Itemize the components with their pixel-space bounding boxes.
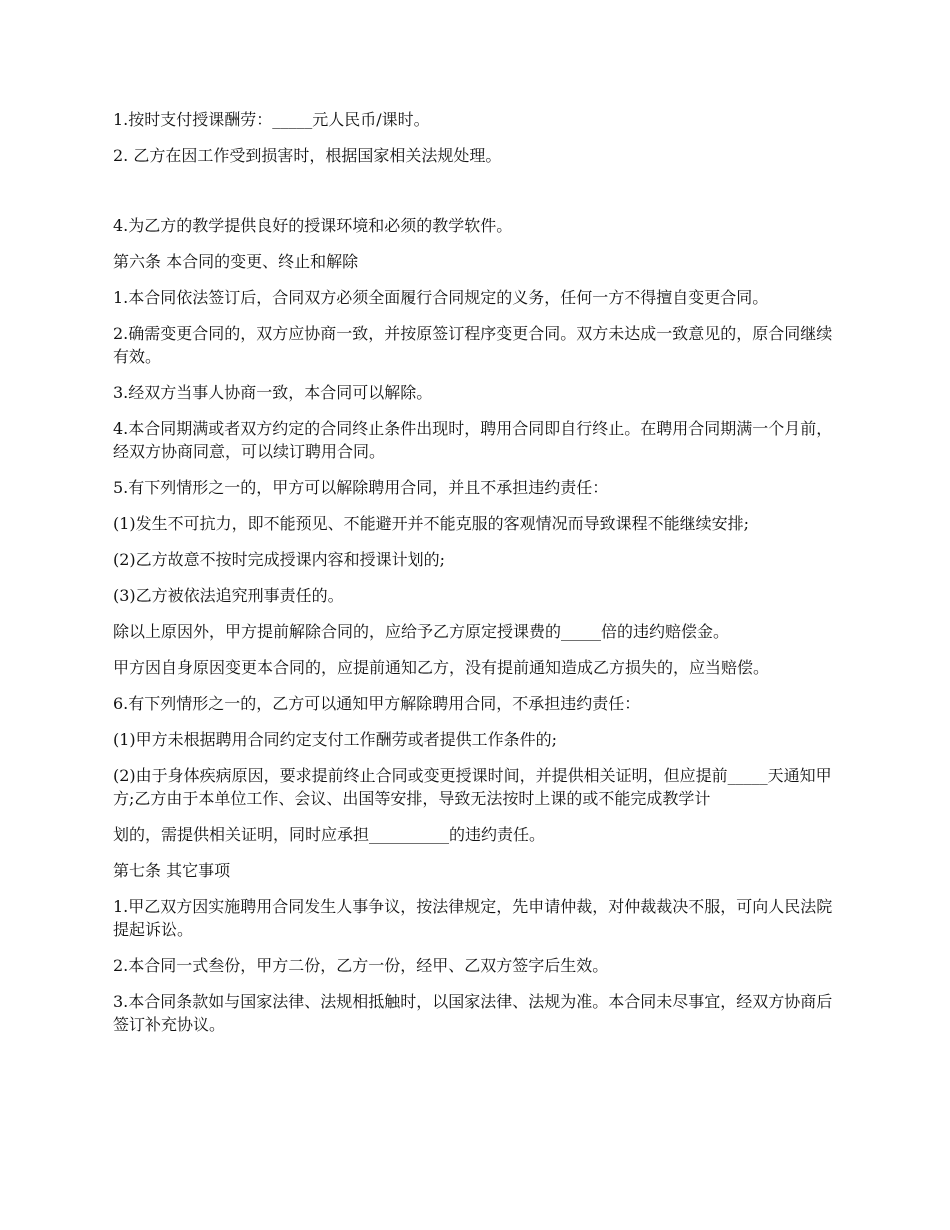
clause-6-5: 5.有下列情形之一的，甲方可以解除聘用合同，并且不承担违约责任：	[113, 478, 609, 497]
clause-6-compensation: 除以上原因外，甲方提前解除合同的，应给予乙方原定授课费的_____倍的违约赔偿金。	[113, 622, 730, 641]
clause-6-6-item-2-cont: 划的，需提供相关证明，同时应承担__________的违约责任。	[113, 825, 546, 844]
clause-6-1: 1.本合同依法签订后，合同双方必须全面履行合同规定的义务，任何一方不得擅自变更合同。	[113, 288, 769, 307]
clause-6-4: 4.本合同期满或者双方约定的合同终止条件出现时，聘用合同即自行终止。在聘用合同期满一个月前，经双方协商同意，可以续订聘用合同。	[113, 419, 833, 461]
clause-6-6-item-2: (2)由于身体疾病原因，要求提前终止合同或变更授课时间，并提供相关证明，但应提前_____天通知甲方;乙方由于本单位工作、会议、出国等安排，导致无法按时上课的或不能完成教学计	[113, 766, 832, 808]
clause-teaching-environment: 4.为乙方的教学提供良好的授课环境和必须的教学软件。	[113, 216, 513, 235]
clause-7-1: 1.甲乙双方因实施聘用合同发生人事争议，按法律规定，先申请仲裁，对仲裁裁决不服，可向人民法院提起诉讼。	[113, 897, 833, 939]
clause-6-5-item-2: (2)乙方故意不按时完成授课内容和授课计划的;	[113, 550, 446, 569]
clause-6-5-item-1: (1)发生不可抗力，即不能预见、不能避开并不能克服的客观情况而导致课程不能继续安排;	[113, 514, 750, 533]
blank-gap	[113, 180, 839, 214]
section-heading-six: 第六条 本合同的变更、终止和解除	[113, 252, 359, 271]
clause-injury: 2. 乙方在因工作受到损害时，根据国家相关法规处理。	[113, 146, 502, 165]
clause-6-3: 3.经双方当事人协商一致，本合同可以解除。	[113, 383, 433, 402]
clause-7-2: 2.本合同一式叁份，甲方二份，乙方一份，经甲、乙双方签字后生效。	[113, 956, 609, 975]
clause-pay-rate: 1.按时支付授课酬劳：_____元人民币/课时。	[113, 110, 430, 129]
clause-6-5-item-3: (3)乙方被依法追究刑事责任的。	[113, 586, 344, 605]
section-heading-seven: 第七条 其它事项	[113, 861, 231, 880]
clause-6-notice: 甲方因自身原因变更本合同的，应提前通知乙方，没有提前通知造成乙方损失的，应当赔偿。	[113, 658, 770, 677]
document-page	[113, 108, 839, 1049]
clause-6-6-item-1: (1)甲方未根据聘用合同约定支付工作酬劳或者提供工作条件的;	[113, 730, 558, 749]
clause-7-3: 3.本合同条款如与国家法律、法规相抵触时，以国家法律、法规为准。本合同未尽事宜，经双方协商后签订补充协议。	[113, 992, 833, 1034]
clause-6-6: 6.有下列情形之一的，乙方可以通知甲方解除聘用合同，不承担违约责任：	[113, 694, 641, 713]
clause-6-2: 2.确需变更合同的，双方应协商一致，并按原签订程序变更合同。双方未达成一致意见的，原合同继续有效。	[113, 324, 833, 366]
